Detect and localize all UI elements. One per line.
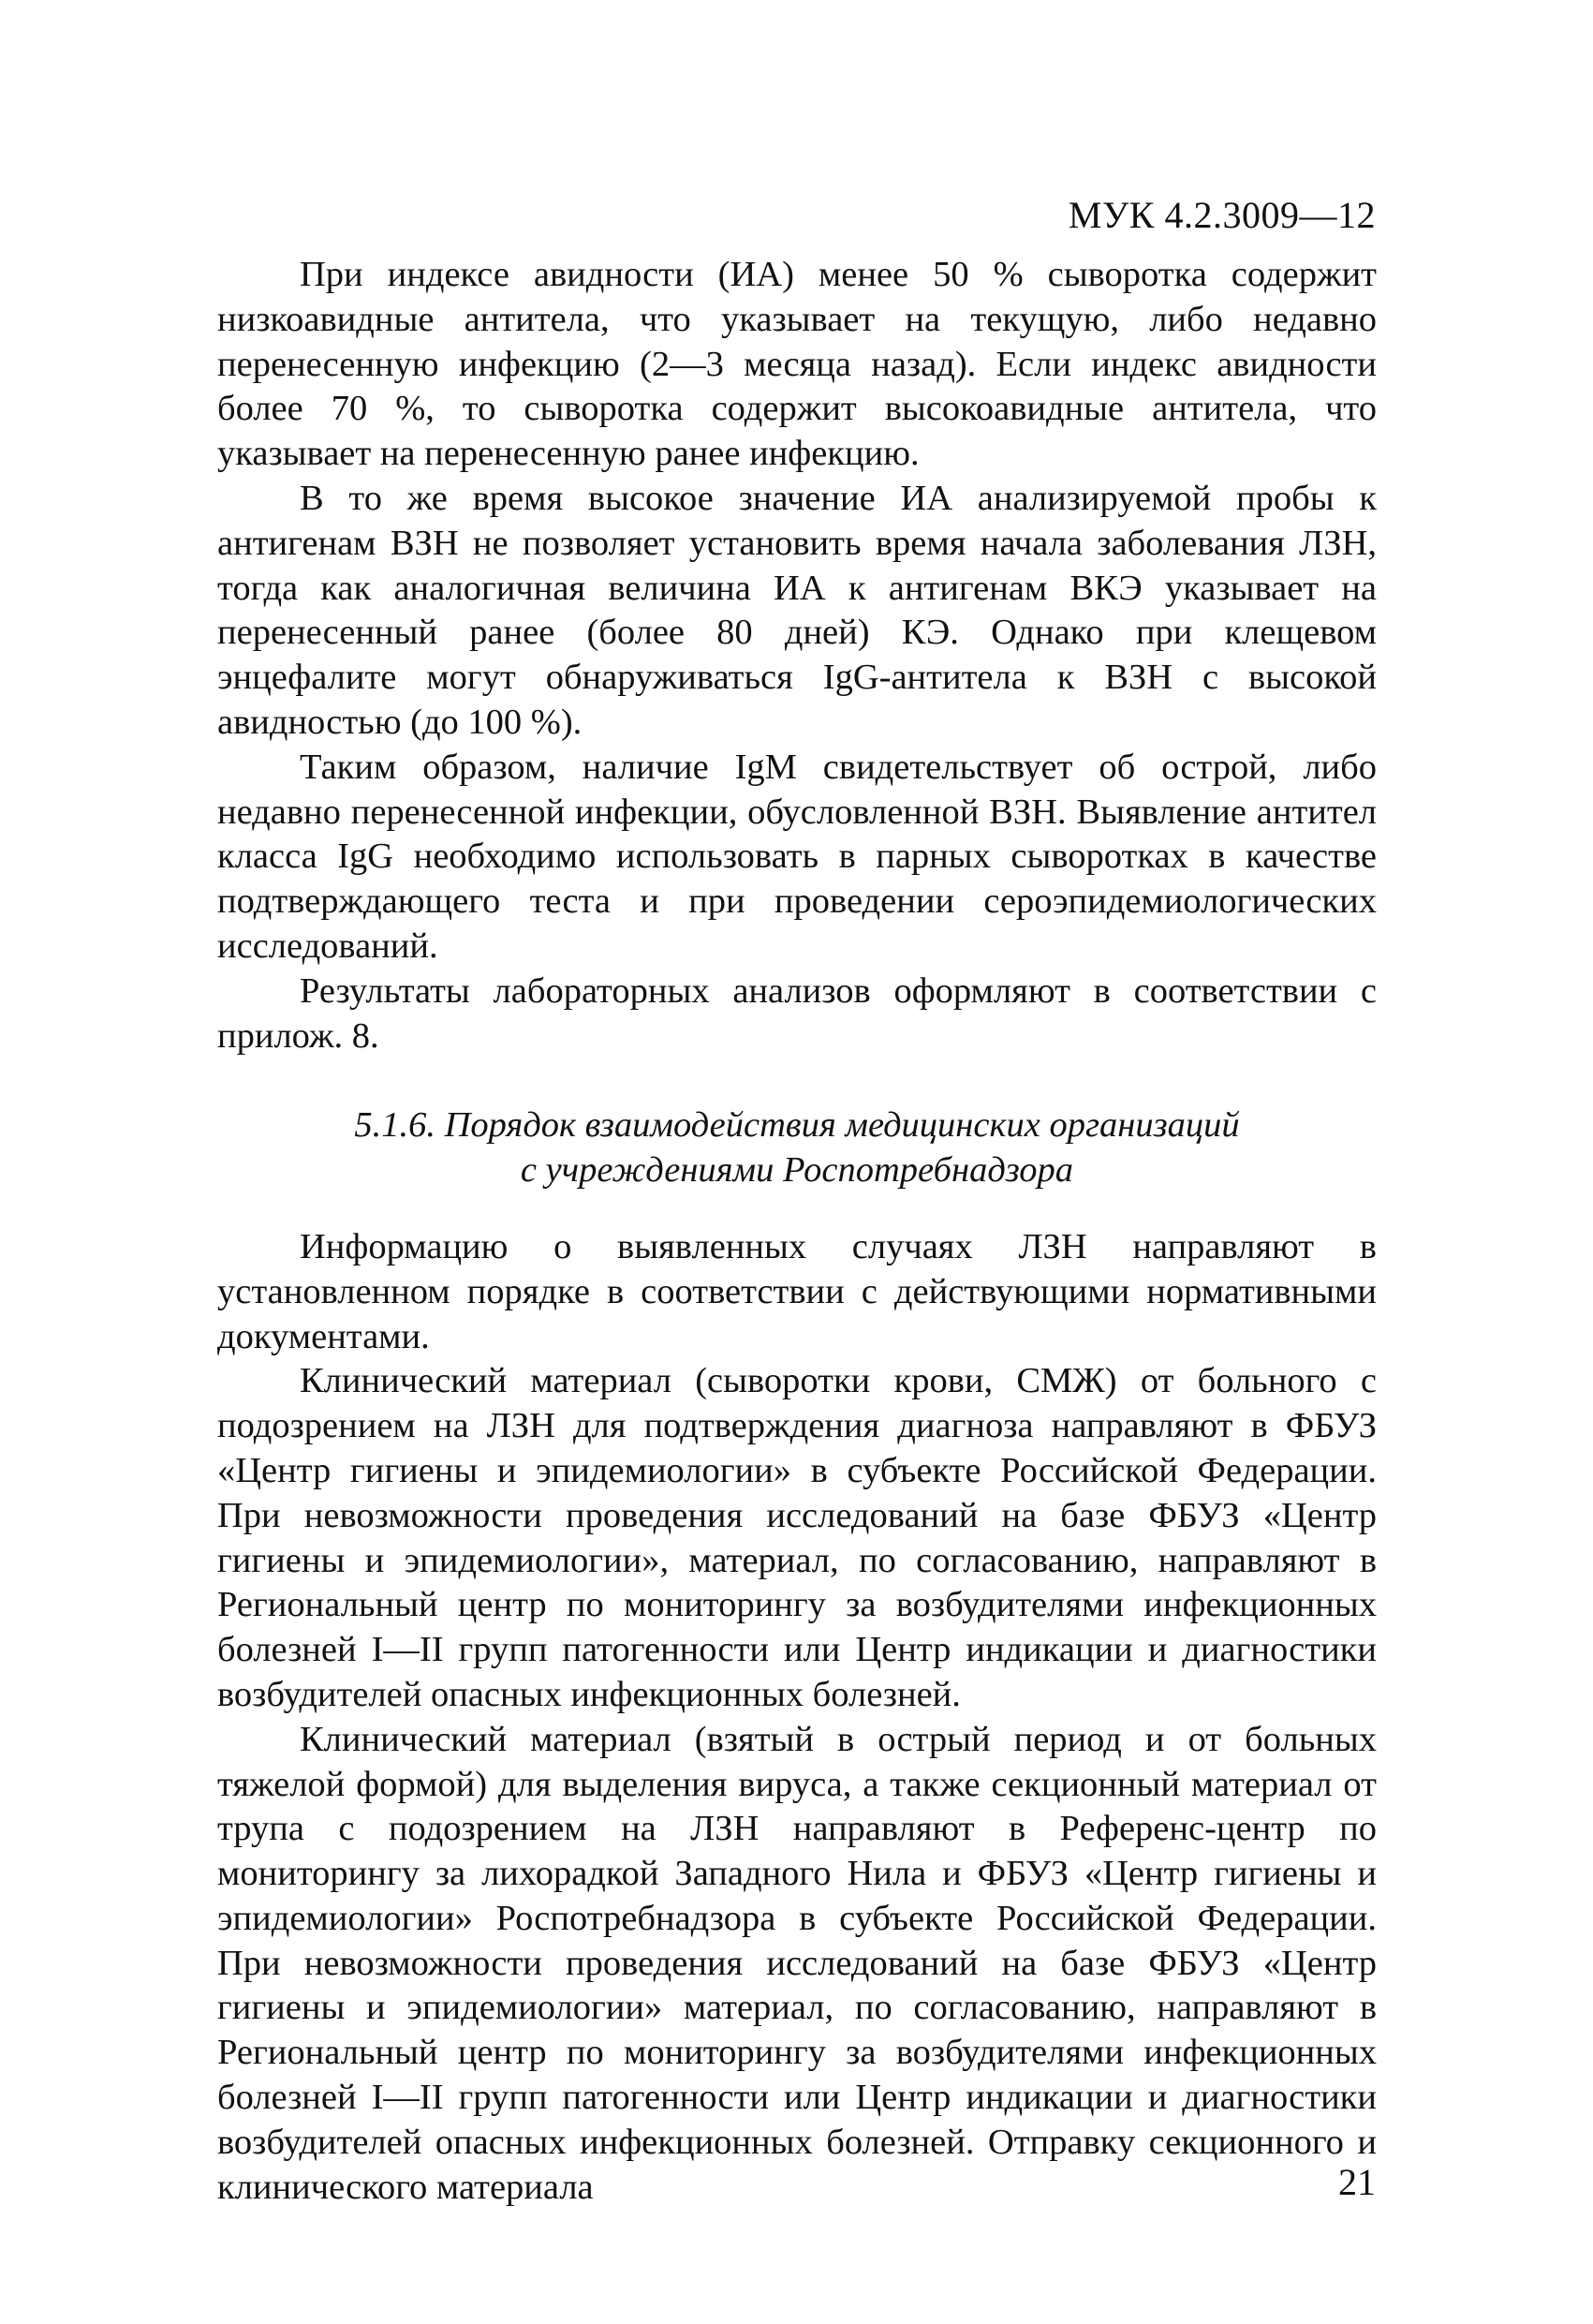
paragraph-igm-conclusion: Таким образом, наличие IgM свидетельствует об острой, либо недавно перенесенной инфекции, обусловленной ВЗН. Выявление антител класса IgG необходимо использовать в парных сыворотках в качестве подтверждающего теста и при проведении сероэпидемиологических исследований. <box>217 747 1377 966</box>
section-heading-line-2: с учреждениями Роспотребнадзора <box>520 1150 1074 1191</box>
document-code-header: МУК 4.2.3009—12 <box>1068 194 1376 236</box>
paragraph-avidity-index: При индексе авидности (ИА) менее 50 % сыворотка содержит низкоавидные антитела, что указывает на текущую, либо недавно перенесенную инфекцию (2—3 месяца назад). Если индекс авидности более 70 %, то сыворотка содержит высокоавидные антитела, что указывает на перенесенную ранее инфекцию. <box>217 255 1377 474</box>
section-heading-line-1: 5.1.6. Порядок взаимодействия медицинских организаций <box>354 1105 1240 1146</box>
page-number: 21 <box>1338 2161 1376 2203</box>
paragraph-high-avidity: В то же время высокое значение ИА анализируемой пробы к антигенам ВЗН не позволяет установить время начала заболевания ЛЗН, тогда как аналогичная величина ИА к антигенам ВКЭ указывает на перенесенный ранее (более 80 дней) КЭ. Однако при клещевом энцефалите могут обнаруживаться IgG-антитела к ВЗН с высокой авидностью (до 100 %). <box>217 478 1377 742</box>
section-heading <box>217 1103 1377 1193</box>
page-content <box>217 253 1377 2210</box>
paragraph-virus-isolation: Клинический материал (взятый в острый период и от больных тяжелой формой) для выделения вируса, а также секционный материал от трупа с подозрением на ЛЗН направляют в Референс-центр по мониторингу за лихорадкой Западного Нила и ФБУЗ «Центр гигиены и эпидемиологии» Роспотребнадзора в субъекте Российской Федерации. При невозможности проведения исследований на базе ФБУЗ «Центр гигиены и эпидемиологии» материал, по согласованию, направляют в Региональный центр по мониторингу за возбудителями инфекционных болезней I—II групп патогенности или Центр индикации и диагностики возбудителей опасных инфекционных болезней. Отправку секционного и клинического материала <box>217 1719 1377 2207</box>
paragraph-case-reporting: Информацию о выявленных случаях ЛЗН направляют в установленном порядке в соответствии с действующими нормативными документами. <box>217 1226 1377 1356</box>
paragraph-clinical-material: Клинический материал (сыворотки крови, СМЖ) от больного с подозрением на ЛЗН для подтверждения диагноза направляют в ФБУЗ «Центр гигиены и эпидемиологии» в субъекте Российской Федерации. При невозможности проведения исследований на базе ФБУЗ «Центр гигиены и эпидемиологии», материал, по согласованию, направляют в Региональный центр по мониторингу за возбудителями инфекционных болезней I—II групп патогенности или Центр индикации и диагностики возбудителей опасных инфекционных болезней. <box>217 1361 1377 1714</box>
paragraph-lab-results: Результаты лабораторных анализов оформляют в соответствии с прилож. 8. <box>217 970 1377 1056</box>
